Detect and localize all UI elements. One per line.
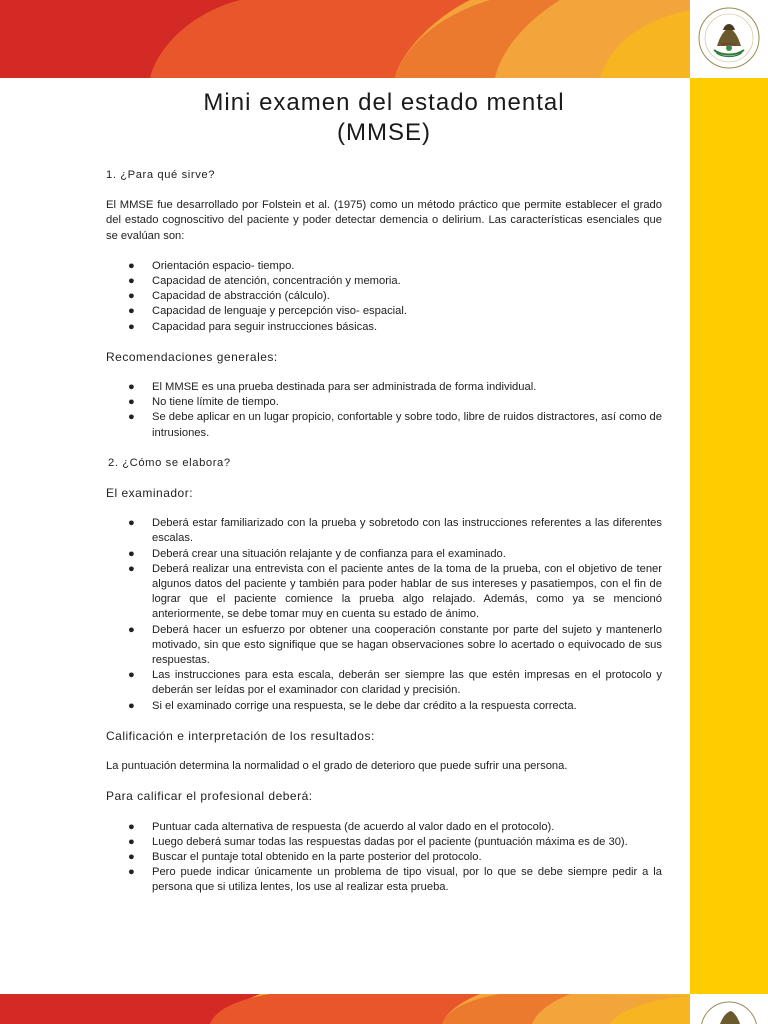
bullet-icon: ● <box>128 517 135 530</box>
list-item-text: Orientación espacio- tiempo. <box>152 259 295 272</box>
list-item <box>106 320 662 335</box>
bullet-icon: ● <box>128 320 135 333</box>
list-item-text: Capacidad para seguir instrucciones básicas. <box>152 320 378 333</box>
list-item <box>106 835 662 850</box>
footer-seal-container <box>690 994 768 1024</box>
examiner-list <box>106 516 662 714</box>
bullet-icon: ● <box>128 259 135 272</box>
list-item-text: Luego deberá sumar todas las respuestas dadas por el paciente (puntuación máxima es de 30). <box>152 835 628 848</box>
scoring-heading: Calificación e interpretación de los resultados: <box>106 728 375 743</box>
bullet-icon: ● <box>128 850 135 863</box>
bullet-icon: ● <box>128 275 135 288</box>
list-item-text: El MMSE es una prueba destinada para ser administrada de forma individual. <box>152 381 537 394</box>
mexican-coat-of-arms-icon <box>690 0 768 78</box>
list-item <box>106 547 662 562</box>
list-item-text: Si el examinado corrige una respuesta, se le debe dar crédito a la respuesta correcta. <box>152 699 577 712</box>
list-item-text: Capacidad de atención, concentración y memoria. <box>152 275 401 288</box>
list-item <box>106 289 662 304</box>
list-item <box>106 274 662 289</box>
bullet-icon: ● <box>128 835 135 848</box>
footer-banner-graphic <box>0 994 690 1024</box>
list-item-text: Capacidad de lenguaje y percepción viso- espacial. <box>152 305 407 318</box>
header-banner-graphic <box>0 0 690 78</box>
list-item-text: Las instrucciones para esta escala, deberán ser siempre las que estén impresas en el protocolo y deberán ser leídas por el examinador con claridad y precisión. <box>152 669 662 697</box>
section-2-question: 2. ¿Cómo se elabora? <box>108 456 231 469</box>
document-content <box>106 88 662 911</box>
list-item <box>106 410 662 440</box>
recommendations-heading: Recomendaciones generales: <box>106 349 278 364</box>
examiner-heading: El examinador: <box>106 486 194 501</box>
scoring-paragraph: La puntuación determina la normalidad o el grado de deterioro que puede sufrir una persona. <box>106 760 568 773</box>
title-line-2: (MMSE) <box>337 119 431 146</box>
list-item <box>106 562 662 623</box>
bullet-icon: ● <box>128 623 135 636</box>
list-item <box>106 820 662 835</box>
bullet-icon: ● <box>128 290 135 303</box>
side-accent-bar <box>690 78 768 994</box>
list-item <box>106 259 662 274</box>
bullet-icon: ● <box>128 396 135 409</box>
bullet-icon: ● <box>128 866 135 879</box>
list-item-text: Deberá hacer un esfuerzo por obtener una cooperación constante por parte del sujeto y mantenerlo motivado, sin que esto signifique que se hagan observaciones sobre lo acertado o equivocado de sus respuestas. <box>152 623 662 667</box>
list-item <box>106 516 662 546</box>
bullet-icon: ● <box>128 381 135 394</box>
list-item-text: Se debe aplicar en un lugar propicio, confortable y sobre todo, libre de ruidos distractores, así como de intrusiones. <box>152 411 662 439</box>
document-title <box>106 88 662 148</box>
bullet-icon: ● <box>128 699 135 712</box>
list-item-text: Pero puede indicar únicamente un problema de tipo visual, por lo que se debe siempre pedir a la persona que si utiliza lentes, los use al realizar esta prueba. <box>152 866 662 894</box>
list-item <box>106 623 662 669</box>
mexican-coat-of-arms-icon <box>690 994 768 1024</box>
bullet-icon: ● <box>128 411 135 424</box>
list-item <box>106 304 662 319</box>
list-item-text: Capacidad de abstracción (cálculo). <box>152 290 330 303</box>
bullet-icon: ● <box>128 547 135 560</box>
bullet-icon: ● <box>128 305 135 318</box>
list-item <box>106 850 662 865</box>
list-item <box>106 865 662 895</box>
bullet-icon: ● <box>128 562 135 575</box>
section-1-paragraph: El MMSE fue desarrollado por Folstein et al. (1975) como un método práctico que permite establecer el grado del estado cognoscitivo del paciente y poder detectar demencia o delirium. Las características esenciales que se evalúan son: <box>106 199 662 242</box>
list-item <box>106 395 662 410</box>
recommendations-list <box>106 380 662 441</box>
list-item-text: Puntuar cada alternativa de respuesta (de acuerdo al valor dado en el protocolo). <box>152 820 555 833</box>
bullet-icon: ● <box>128 669 135 682</box>
list-item-text: Deberá estar familiarizado con la prueba y sobretodo con las instrucciones referentes a las diferentes escalas. <box>152 517 662 545</box>
bullet-icon: ● <box>128 820 135 833</box>
header-banner <box>0 0 690 78</box>
professional-list <box>106 820 662 896</box>
list-item <box>106 380 662 395</box>
title-line-1: Mini examen del estado mental <box>203 89 565 116</box>
list-item-text: Deberá realizar una entrevista con el paciente antes de la toma de la prueba, con el objetivo de tener algunos datos del paciente y también para poder hablar de sus intereses y pasatiempos, con el fin de lograr que el paciente comience la prueba algo relajado. Además, como ya se mencionó anteriormente, se debe tomar muy en cuenta su estado de ánimo. <box>152 562 662 621</box>
list-item <box>106 699 662 714</box>
characteristics-list <box>106 259 662 335</box>
list-item-text: Buscar el puntaje total obtenido en la parte posterior del protocolo. <box>152 850 482 863</box>
footer-banner <box>0 994 690 1024</box>
list-item-text: Deberá crear una situación relajante y de confianza para el examinado. <box>152 547 506 560</box>
seal-container <box>690 0 768 78</box>
list-item-text: No tiene límite de tiempo. <box>152 396 279 409</box>
professional-heading: Para calificar el profesional deberá: <box>106 789 313 804</box>
list-item <box>106 668 662 698</box>
section-1-question: 1. ¿Para qué sirve? <box>106 169 216 181</box>
